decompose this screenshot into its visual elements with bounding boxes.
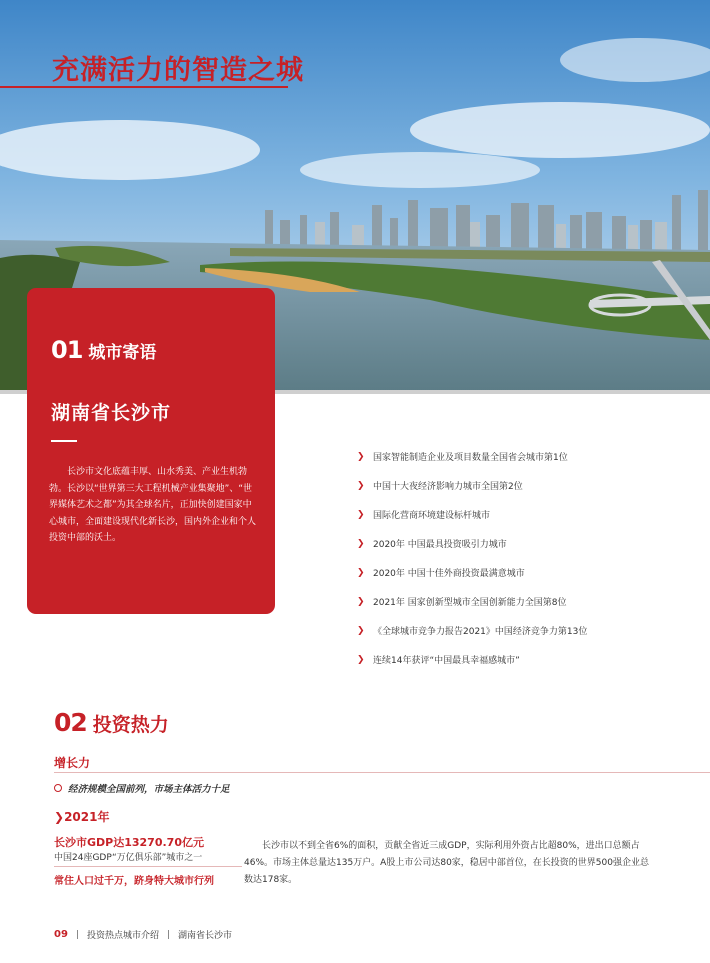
chevron-right-icon: ❯: [357, 480, 365, 491]
list-item: [357, 442, 587, 471]
honor-text: 国际化营商环境建设标杆城市: [373, 511, 491, 521]
chevron-right-icon: ❯: [357, 596, 365, 607]
population-highlight: 常住人口过千万，跻身特大城市行列: [54, 876, 214, 887]
page-footer: [54, 928, 232, 941]
honor-text: 2021年 国家创新型城市全国创新能力全国第8位: [373, 598, 567, 608]
year-label: [54, 808, 109, 825]
city-name: 湖南省长沙市: [51, 402, 172, 424]
section-label: 城市寄语: [88, 343, 157, 363]
honors-list: [357, 442, 587, 674]
section-heading-01: [51, 336, 156, 364]
section-number: 01: [51, 336, 83, 364]
chevron-right-icon: ❯: [357, 509, 365, 520]
chevron-right-icon: ❯: [357, 538, 365, 549]
investment-paragraph: 长沙市以不到全省6%的面积，贡献全省近三成GDP，实际利用外资占比超80%，进出口总额占46%。市场主体总量达135万户。A股上市公司达80家，稳居中部首位，在长投资的世界500强企业总数达178家。: [244, 841, 649, 885]
honor-text: 国家智能制造企业及项目数量全国省会城市第1位: [373, 453, 568, 463]
honor-text: 《全球城市竞争力报告2021》中国经济竞争力第13位: [373, 627, 588, 637]
section-heading-02: [54, 708, 169, 737]
page-number: 09: [54, 929, 68, 940]
year-text: 2021年: [64, 810, 110, 824]
key-point: [54, 781, 230, 795]
list-item: [357, 558, 587, 587]
gdp-highlight: 长沙市GDP达13270.70亿元: [54, 836, 204, 849]
list-item: [357, 616, 587, 645]
footer-city: 湖南省长沙市: [178, 931, 233, 941]
footer-section: 投资热点城市介绍: [86, 931, 159, 941]
key-point-text: 经济规模全国前列，市场主体活力十足: [68, 784, 230, 795]
honor-text: 中国十大夜经济影响力城市全国第2位: [373, 482, 523, 492]
list-item: [357, 529, 587, 558]
page-title: 充满活力的智造之城: [52, 55, 304, 86]
chevron-right-icon: ❯: [357, 567, 365, 578]
intro-card: [27, 288, 275, 614]
title-underline: [0, 86, 288, 88]
chevron-right-icon: ❯: [357, 654, 365, 665]
honor-text: 2020年 中国最具投资吸引力城市: [373, 540, 507, 550]
list-item: [357, 471, 587, 500]
honor-text: 连续14年获评“中国最具幸福感城市”: [373, 656, 520, 666]
chevron-right-icon: ❯: [54, 810, 65, 824]
honor-text: 2020年 中国十佳外商投资最满意城市: [373, 569, 525, 579]
section-label: 投资热力: [92, 714, 169, 736]
gdp-subtext: 中国24座GDP“万亿俱乐部”城市之一: [54, 853, 203, 863]
list-item: [357, 645, 587, 674]
footer-separator: |: [75, 929, 79, 940]
intro-paragraph: 长沙市文化底蕴丰厚、山水秀美、产业生机勃勃。长沙以“世界第三大工程机械产业集聚地”、“世界媒体艺术之都”为其全球名片，正加快创建国家中心城市，全面建设现代化新长沙，国内外企业和个人投资中部的沃土。: [49, 467, 257, 543]
chevron-right-icon: ❯: [357, 451, 365, 462]
section-number: 02: [54, 708, 87, 737]
list-item: [357, 587, 587, 616]
city-underline: [51, 440, 77, 442]
subsection-title: 增长力: [54, 756, 91, 770]
chevron-right-icon: ❯: [357, 625, 365, 636]
footer-separator: |: [166, 929, 171, 940]
gdp-divider: [54, 866, 242, 867]
subsection-divider: [54, 772, 710, 773]
circle-bullet-icon: [54, 784, 62, 792]
list-item: [357, 500, 587, 529]
